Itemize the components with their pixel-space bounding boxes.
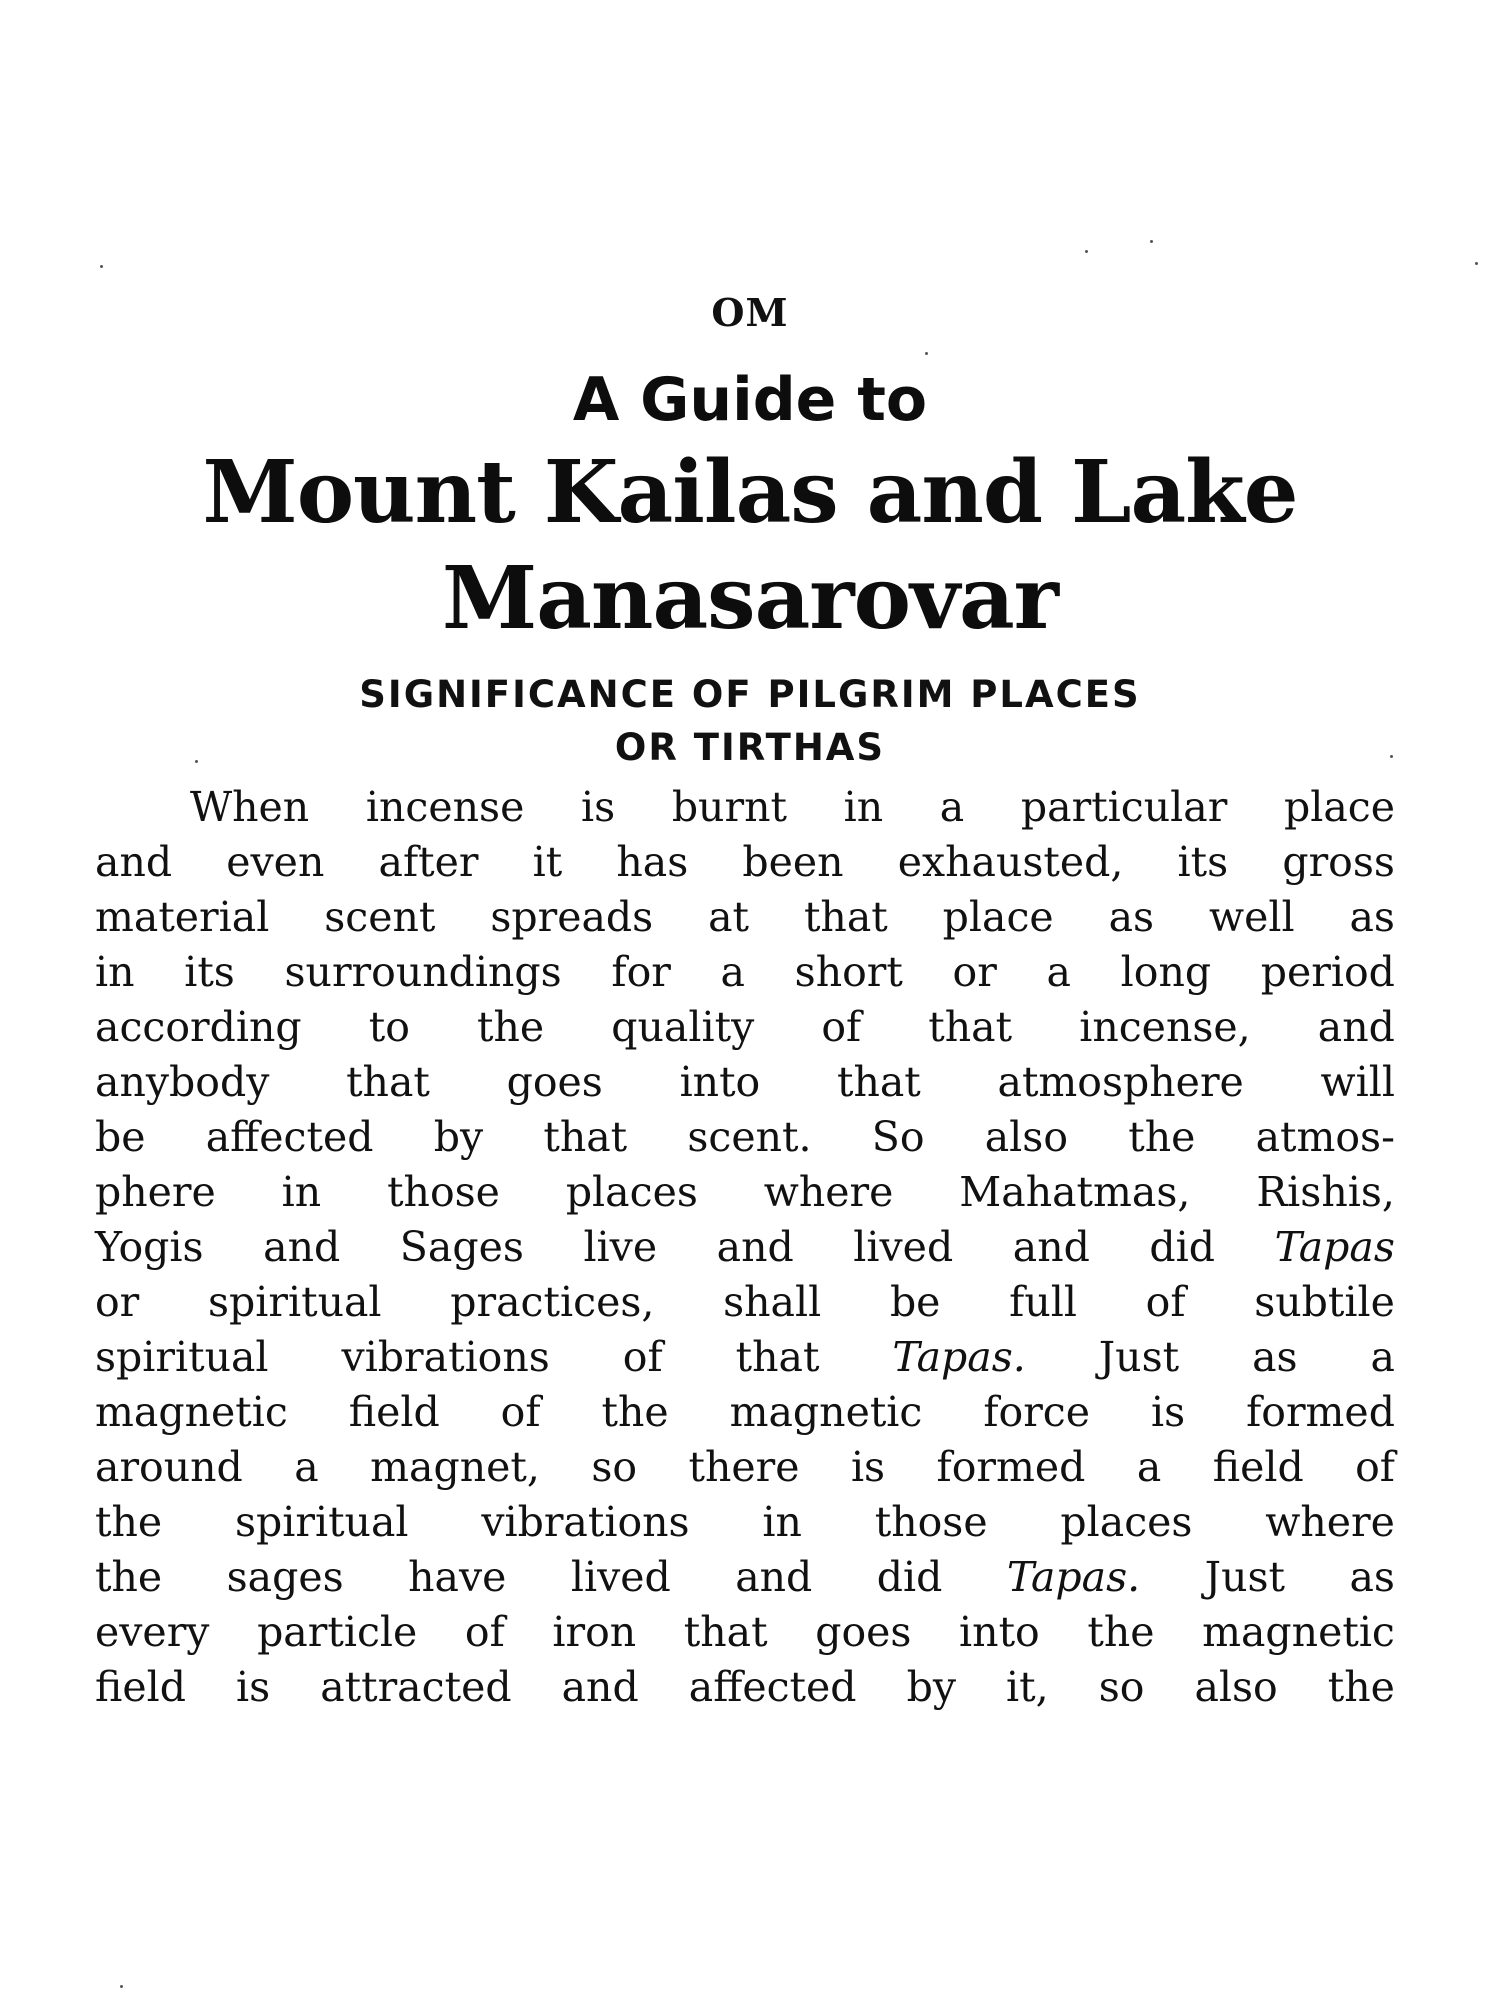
body-paragraph (95, 780, 1395, 1715)
word: be (95, 1113, 146, 1161)
word: shall (723, 1278, 822, 1326)
word: goes (506, 1058, 603, 1106)
word: vibrations (341, 1333, 550, 1381)
word: a (939, 783, 965, 831)
paragraph-line (95, 945, 1395, 1000)
section-heading-line-2: OR TIRTHAS (614, 726, 886, 769)
word: live (583, 1223, 658, 1271)
word: and (716, 1223, 794, 1271)
word: lived (853, 1223, 954, 1271)
word: Just (1204, 1553, 1286, 1601)
word: When (190, 783, 310, 831)
paragraph-line (95, 1275, 1395, 1330)
word: particular (1020, 783, 1228, 831)
word: a (1136, 1443, 1162, 1491)
word: the (1128, 1113, 1196, 1161)
word: in (95, 948, 135, 996)
word: subtile (1254, 1278, 1395, 1326)
word: magnetic (95, 1388, 288, 1436)
print-speck (1085, 250, 1088, 253)
word: field (1212, 1443, 1304, 1491)
section-heading (170, 668, 1330, 774)
word: Just (1098, 1333, 1180, 1381)
paragraph-line (95, 1165, 1395, 1220)
word: gross (1282, 838, 1395, 886)
paragraph-line (95, 1110, 1395, 1165)
word: a (720, 948, 745, 996)
word: and (735, 1553, 813, 1601)
word: even (226, 838, 325, 886)
word: is (1150, 1388, 1186, 1436)
paragraph-line (95, 1605, 1395, 1660)
word: atmos- (1255, 1113, 1395, 1161)
paragraph-line (95, 1440, 1395, 1495)
word: as (1349, 1553, 1395, 1601)
word: it (532, 838, 563, 886)
paragraph-line (95, 890, 1395, 945)
word: place (942, 893, 1054, 941)
word: is (236, 1663, 271, 1711)
word: in (843, 783, 884, 831)
word: according (95, 1003, 302, 1051)
word: quality (611, 1003, 755, 1051)
word: has (616, 838, 689, 886)
word: long (1120, 948, 1212, 996)
word: that (543, 1113, 628, 1161)
print-speck (195, 760, 198, 763)
word: full (1009, 1278, 1077, 1326)
paragraph-line (95, 1495, 1395, 1550)
word: anybody (95, 1058, 270, 1106)
word: affected (205, 1113, 374, 1161)
title-line-1: Mount Kailas and Lake (202, 442, 1298, 543)
word: so (1098, 1663, 1145, 1711)
word: to (368, 1003, 410, 1051)
word: that (735, 1333, 820, 1381)
word: its (1177, 838, 1229, 886)
word: a (1046, 948, 1071, 996)
word: in (762, 1498, 802, 1546)
word: Rishis, (1256, 1168, 1395, 1216)
word: magnetic (1202, 1608, 1395, 1656)
word: after (378, 838, 479, 886)
word: did (1149, 1223, 1216, 1271)
word: surroundings (284, 948, 562, 996)
print-speck (120, 1985, 123, 1988)
word: force (983, 1388, 1091, 1436)
word: spiritual (208, 1278, 382, 1326)
word: of (821, 1003, 862, 1051)
word: scent. (687, 1113, 812, 1161)
word: of (464, 1608, 505, 1656)
word: practices, (450, 1278, 655, 1326)
word: a (1370, 1333, 1395, 1381)
paragraph-line (95, 835, 1395, 890)
tapas-word: Tapas. (892, 1333, 1026, 1381)
word: or (952, 948, 997, 996)
word: the (601, 1388, 669, 1436)
word: magnetic (729, 1388, 923, 1436)
word: places (1060, 1498, 1193, 1546)
word: of (622, 1333, 663, 1381)
word: at (708, 893, 750, 941)
word: Yogis (95, 1223, 204, 1271)
word: where (1265, 1498, 1395, 1546)
word: spiritual (234, 1498, 409, 1546)
word: did (876, 1553, 943, 1601)
word: into (679, 1058, 761, 1106)
word: goes (815, 1608, 912, 1656)
word: affected (688, 1663, 857, 1711)
word: been (742, 838, 844, 886)
word: spreads (490, 893, 654, 941)
word: that (803, 893, 888, 941)
word: those (874, 1498, 988, 1546)
word: atmosphere (997, 1058, 1244, 1106)
word: that (928, 1003, 1013, 1051)
om-heading: OM (711, 290, 789, 335)
word: into (959, 1608, 1040, 1656)
word: and (1012, 1223, 1090, 1271)
word: so (591, 1443, 638, 1491)
word: by (433, 1113, 484, 1161)
word: exhausted, (897, 838, 1124, 886)
word: incense (365, 783, 525, 831)
word: that (683, 1608, 768, 1656)
word: period (1260, 948, 1395, 996)
word: by (906, 1663, 956, 1711)
word: that (346, 1058, 430, 1106)
word: spiritual (95, 1333, 269, 1381)
word: and (95, 838, 173, 886)
word: the (95, 1498, 163, 1546)
word: every (95, 1608, 210, 1656)
word: So (871, 1113, 925, 1161)
tapas-word: Tapas. (1006, 1553, 1141, 1601)
word: magnet, (370, 1443, 540, 1491)
word: short (794, 948, 903, 996)
word: as (1252, 1333, 1298, 1381)
print-speck (1150, 240, 1153, 243)
word: and (561, 1663, 639, 1711)
word: attracted (320, 1663, 512, 1711)
word: also (1194, 1663, 1278, 1711)
paragraph-line (95, 1220, 1395, 1275)
word: as (1108, 893, 1155, 941)
word: as (1349, 893, 1395, 941)
word: its (184, 948, 235, 996)
word: where (763, 1168, 894, 1216)
page-title (150, 440, 1350, 652)
word: also (984, 1113, 1069, 1161)
word: formed (1246, 1388, 1395, 1436)
word: be (889, 1278, 941, 1326)
word: the (95, 1553, 163, 1601)
word: or (95, 1278, 140, 1326)
word: Sages (399, 1223, 524, 1271)
word: those (387, 1168, 500, 1216)
word: incense, (1079, 1003, 1251, 1051)
word: particle (257, 1608, 418, 1656)
word: formed (936, 1443, 1086, 1491)
word: Mahatmas, (959, 1168, 1191, 1216)
word: field (348, 1388, 440, 1436)
paragraph-line (95, 1550, 1395, 1605)
print-speck (1390, 755, 1393, 758)
section-heading-line-1: SIGNIFICANCE OF PILGRIM PLACES (359, 673, 1141, 716)
tapas-word: Tapas (1274, 1223, 1395, 1271)
word: phere (95, 1168, 216, 1216)
word: material (95, 893, 270, 941)
word: the (1327, 1663, 1395, 1711)
word: have (408, 1553, 507, 1601)
word: field (95, 1663, 186, 1711)
word: well (1208, 893, 1295, 941)
print-speck (100, 265, 103, 268)
word: a (294, 1443, 319, 1491)
word: the (477, 1003, 545, 1051)
word: places (565, 1168, 698, 1216)
word: that (836, 1058, 921, 1106)
word: and (263, 1223, 341, 1271)
word: of (500, 1388, 541, 1436)
word: iron (552, 1608, 637, 1656)
paragraph-line (95, 780, 1395, 835)
word: of (1355, 1443, 1395, 1491)
word: is (581, 783, 616, 831)
word: for (611, 948, 671, 996)
word: there (688, 1443, 800, 1491)
word: of (1145, 1278, 1186, 1326)
paragraph-line (95, 1385, 1395, 1440)
word: it, (1006, 1663, 1049, 1711)
word: place (1283, 783, 1395, 831)
paragraph-line (95, 1330, 1395, 1385)
title-line-2: Manasarovar (442, 548, 1058, 649)
guide-to-heading: A Guide to (572, 365, 928, 435)
word: vibrations (481, 1498, 690, 1546)
paragraph-line (95, 1000, 1395, 1055)
word: the (1087, 1608, 1155, 1656)
print-speck (925, 352, 928, 355)
word: scent (324, 893, 436, 941)
word: burnt (671, 783, 787, 831)
word: in (281, 1168, 322, 1216)
paragraph-line (95, 1660, 1395, 1715)
word: lived (570, 1553, 671, 1601)
word: around (95, 1443, 243, 1491)
word: sages (226, 1553, 344, 1601)
word: will (1320, 1058, 1395, 1106)
word: is (850, 1443, 886, 1491)
print-speck (1475, 262, 1478, 265)
paragraph-line (95, 1055, 1395, 1110)
word: and (1317, 1003, 1395, 1051)
